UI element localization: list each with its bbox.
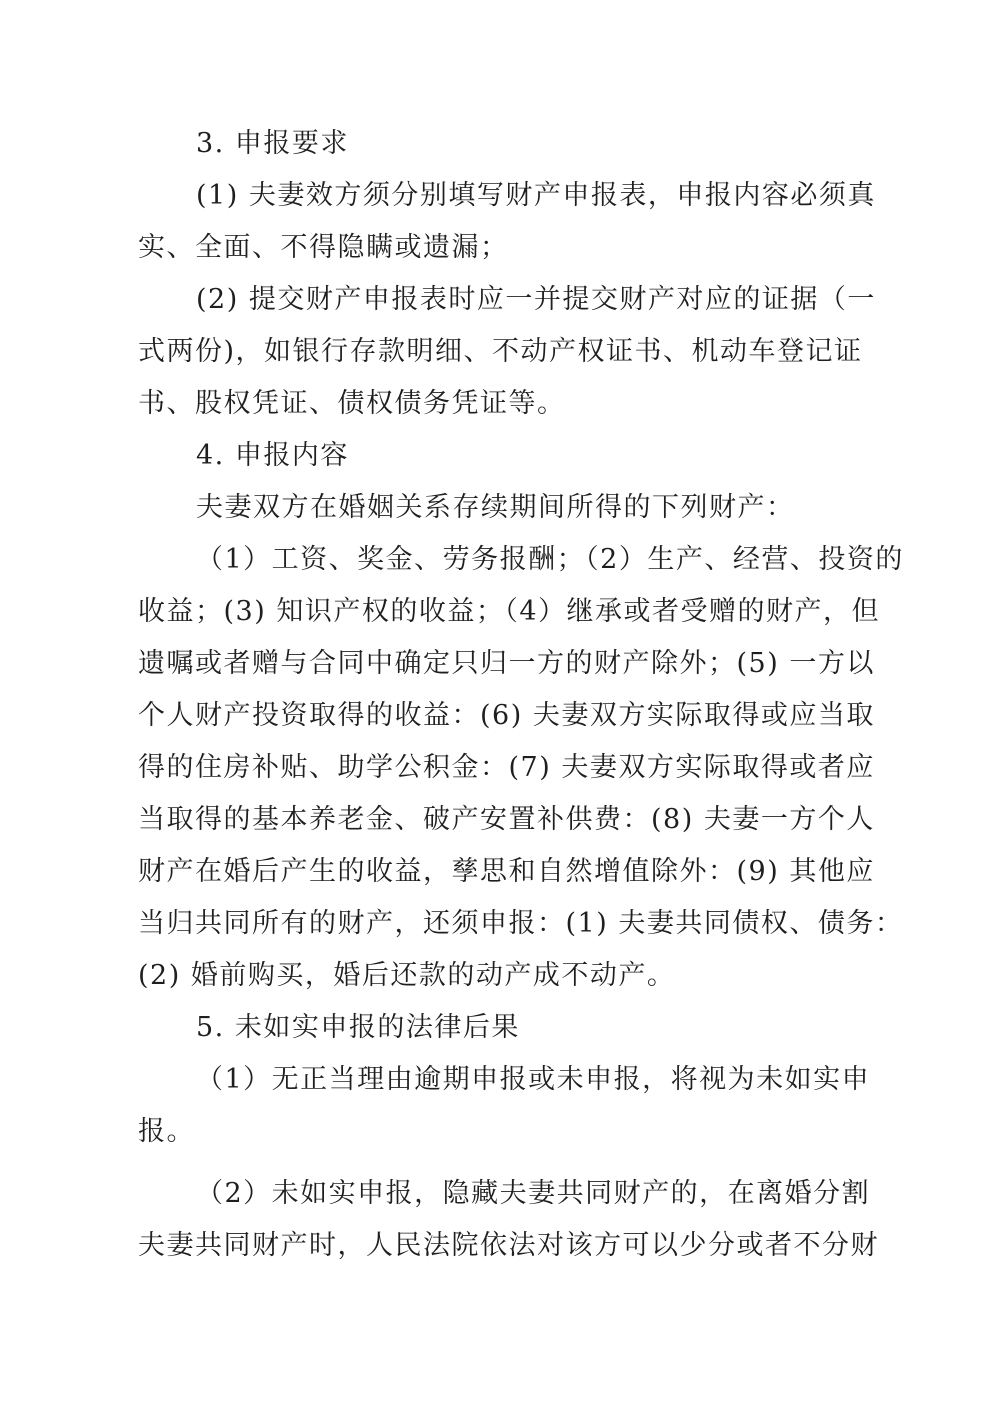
section-5-item-1-line-2: 报。: [138, 1116, 195, 1147]
section-4-list-line-7: 财产在婚后产生的收益，孳思和自然增值除外：(9) 其他应: [138, 856, 875, 887]
section-4-list-line-4: 个人财产投资取得的收益：(6) 夫妻双方实际取得或应当取: [138, 700, 875, 731]
section-4-list-line-2: 收益；(3) 知识产权的收益；（4）继承或者受赠的财产，但: [138, 596, 881, 627]
section-5-item-2-line-1: （2）未如实申报，隐藏夫妻共同财产的，在离婚分割: [196, 1178, 871, 1209]
paragraph-gap: [138, 1158, 854, 1168]
section-3-item-2-line-2: 式两份)，如银行存款明细、不动产权证书、机动车登记证: [138, 336, 863, 367]
section-4-list-line-1: （1）工资、奖金、劳务报酬；（2）生产、经营、投资的: [196, 544, 904, 575]
section-4-list-line-8: 当归共同所有的财产，还须申报：(1) 夫妻共同债权、债务：: [138, 908, 904, 939]
section-3-item-2-line-3: 书、股权凭证、债权债务凭证等。: [138, 388, 566, 419]
section-3-item-1-line-1: (1) 夫妻效方须分别填写财产申报表，申报内容必须真: [196, 180, 876, 211]
section-5-heading: 5. 未如实申报的法律后果: [196, 1012, 520, 1043]
section-4-list-line-6: 当取得的基本养老金、破产安置补供费：(8) 夫妻一方个人: [138, 804, 875, 835]
section-4-list-line-5: 得的住房补贴、助学公积金：(7) 夫妻双方实际取得或者应: [138, 752, 875, 783]
section-4-intro: 夫妻双方在婚姻关系存续期间所得的下列财产：: [196, 492, 795, 523]
section-3-item-1-line-2: 实、全面、不得隐瞒或遗漏；: [138, 232, 509, 263]
document-page: [138, 118, 904, 1272]
section-5-item-1-line-1: （1）无正当理由逾期申报或未申报，将视为未如实申: [196, 1064, 871, 1095]
section-4-heading: 4. 申报内容: [196, 440, 349, 471]
section-3-item-2-line-1: (2) 提交财产申报表时应一并提交财产对应的证据（一: [196, 284, 876, 315]
section-3-heading: 3. 申报要求: [196, 128, 349, 159]
section-4-list-line-9: (2) 婚前购买，婚后还款的动产成不动产。: [138, 960, 676, 991]
section-5-item-2-line-2: 夫妻共同财产时，人民法院依法对该方可以少分或者不分财: [138, 1230, 879, 1261]
section-4-list-line-3: 遗嘱或者赠与合同中确定只归一方的财产除外；(5) 一方以: [138, 648, 875, 679]
